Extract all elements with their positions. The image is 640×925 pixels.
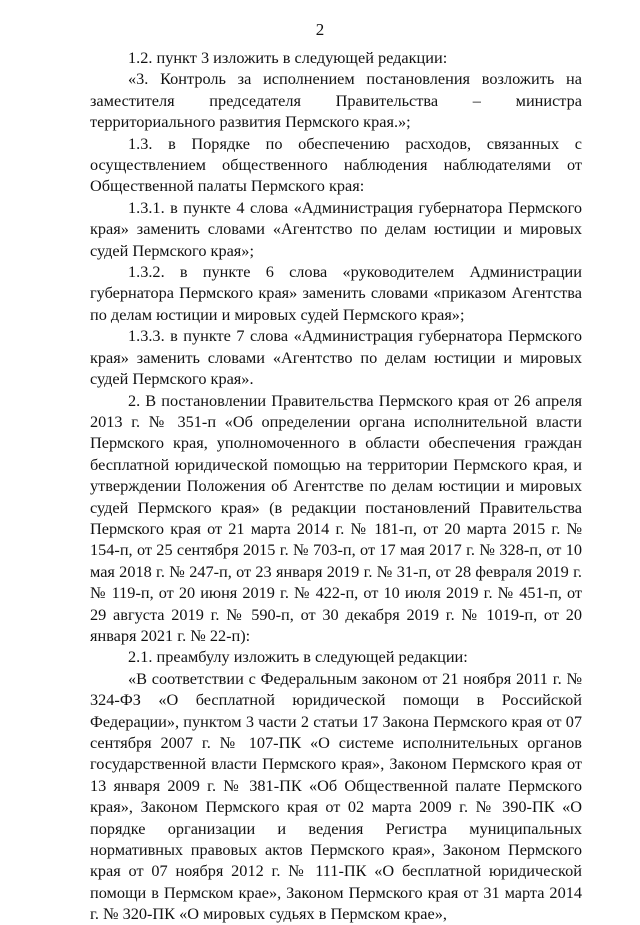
- paragraph-1-3: 1.3. в Порядке по обеспечению расходов, связанных с осуществлением общественного наблюдения наблюдателями от Общественной палаты Пермского края:: [90, 133, 582, 196]
- paragraph-1-3-3: 1.3.3. в пункте 7 слова «Администрация губернатора Пермского края» заменить словами «Агентство по делам юстиции и мировых судей Пермского края».: [90, 326, 582, 389]
- paragraph-2: 2. В постановлении Правительства Пермского края от 26 апреля 2013 г. № 351-п «Об определении органа исполнительной власти Пермского края, уполномоченного в области обеспечения граждан бесплатной юридической помощью на территории Пермского края, и утверждении Положения об Агентстве по делам юстиции и мировых судей Пермского края» (в редакции постановлений Правительства Пермского края от 21 марта 2014 г. № 181-п, от 20 марта 2015 г. № 154-п, от 25 сентября 2015 г. № 703-п, от 17 мая 2017 г. № 328-п, от 10 мая 2018 г. № 247-п, от 23 января 2019 г. № 31-п, от 28 февраля 2019 г. № 119-п, от 20 июня 2019 г. № 422-п, от 10 июля 2019 г. № 451-п, от 29 августа 2019 г. № 590-п, от 30 декабря 2019 г. № 1019-п, от 20 января 2021 г. № 22-п):: [90, 390, 582, 645]
- paragraph-clause-3-text: «3. Контроль за исполнением постановления возложить на заместителя председателя Правительства – министра территориального развития Пермского края.»;: [90, 69, 582, 132]
- paragraph-2-1: 2.1. преамбулу изложить в следующей редакции:: [128, 647, 468, 667]
- paragraph-preamble-text: «В соответствии с Федеральным законом от 21 ноября 2011 г. № 324-ФЗ «О бесплатной юридической помощи в Российской Федерации», пунктом 3 части 2 статьи 17 Закона Пермского края от 07 сентября 2007 г. № 107-ПК «О системе исполнительных органов государственной власти Пермского края», Законом Пермского края от 13 января 2009 г. № 381-ПК «Об Общественной палате Пермского края», Законом Пермского края от 02 марта 2009 г. № 390-ПК «О порядке организации и ведения Регистра муниципальных нормативных правовых актов Пермского края», Законом Пермского края от 07 ноября 2012 г. № 111-ПК «О бесплатной юридической помощи в Пермском крае», Законом Пермского края от 31 марта 2014 г. № 320-ПК «О мировых судьях в Пермском крае»,: [90, 668, 582, 924]
- paragraph-1-3-2: 1.3.2. в пункте 6 слова «руководителем Администрации губернатора Пермского края» заменить словами «приказом Агентства по делам юстиции и мировых судей Пермского края»;: [90, 262, 582, 324]
- document-body: [90, 47, 582, 925]
- paragraph-1-3-1: 1.3.1. в пункте 4 слова «Администрация губернатора Пермского края» заменить словами «Агентство по делам юстиции и мировых судей Пермского края»;: [90, 197, 582, 260]
- paragraph-1-2: 1.2. пункт 3 изложить в следующей редакции:: [128, 48, 448, 67]
- page-number: 2: [315, 20, 325, 39]
